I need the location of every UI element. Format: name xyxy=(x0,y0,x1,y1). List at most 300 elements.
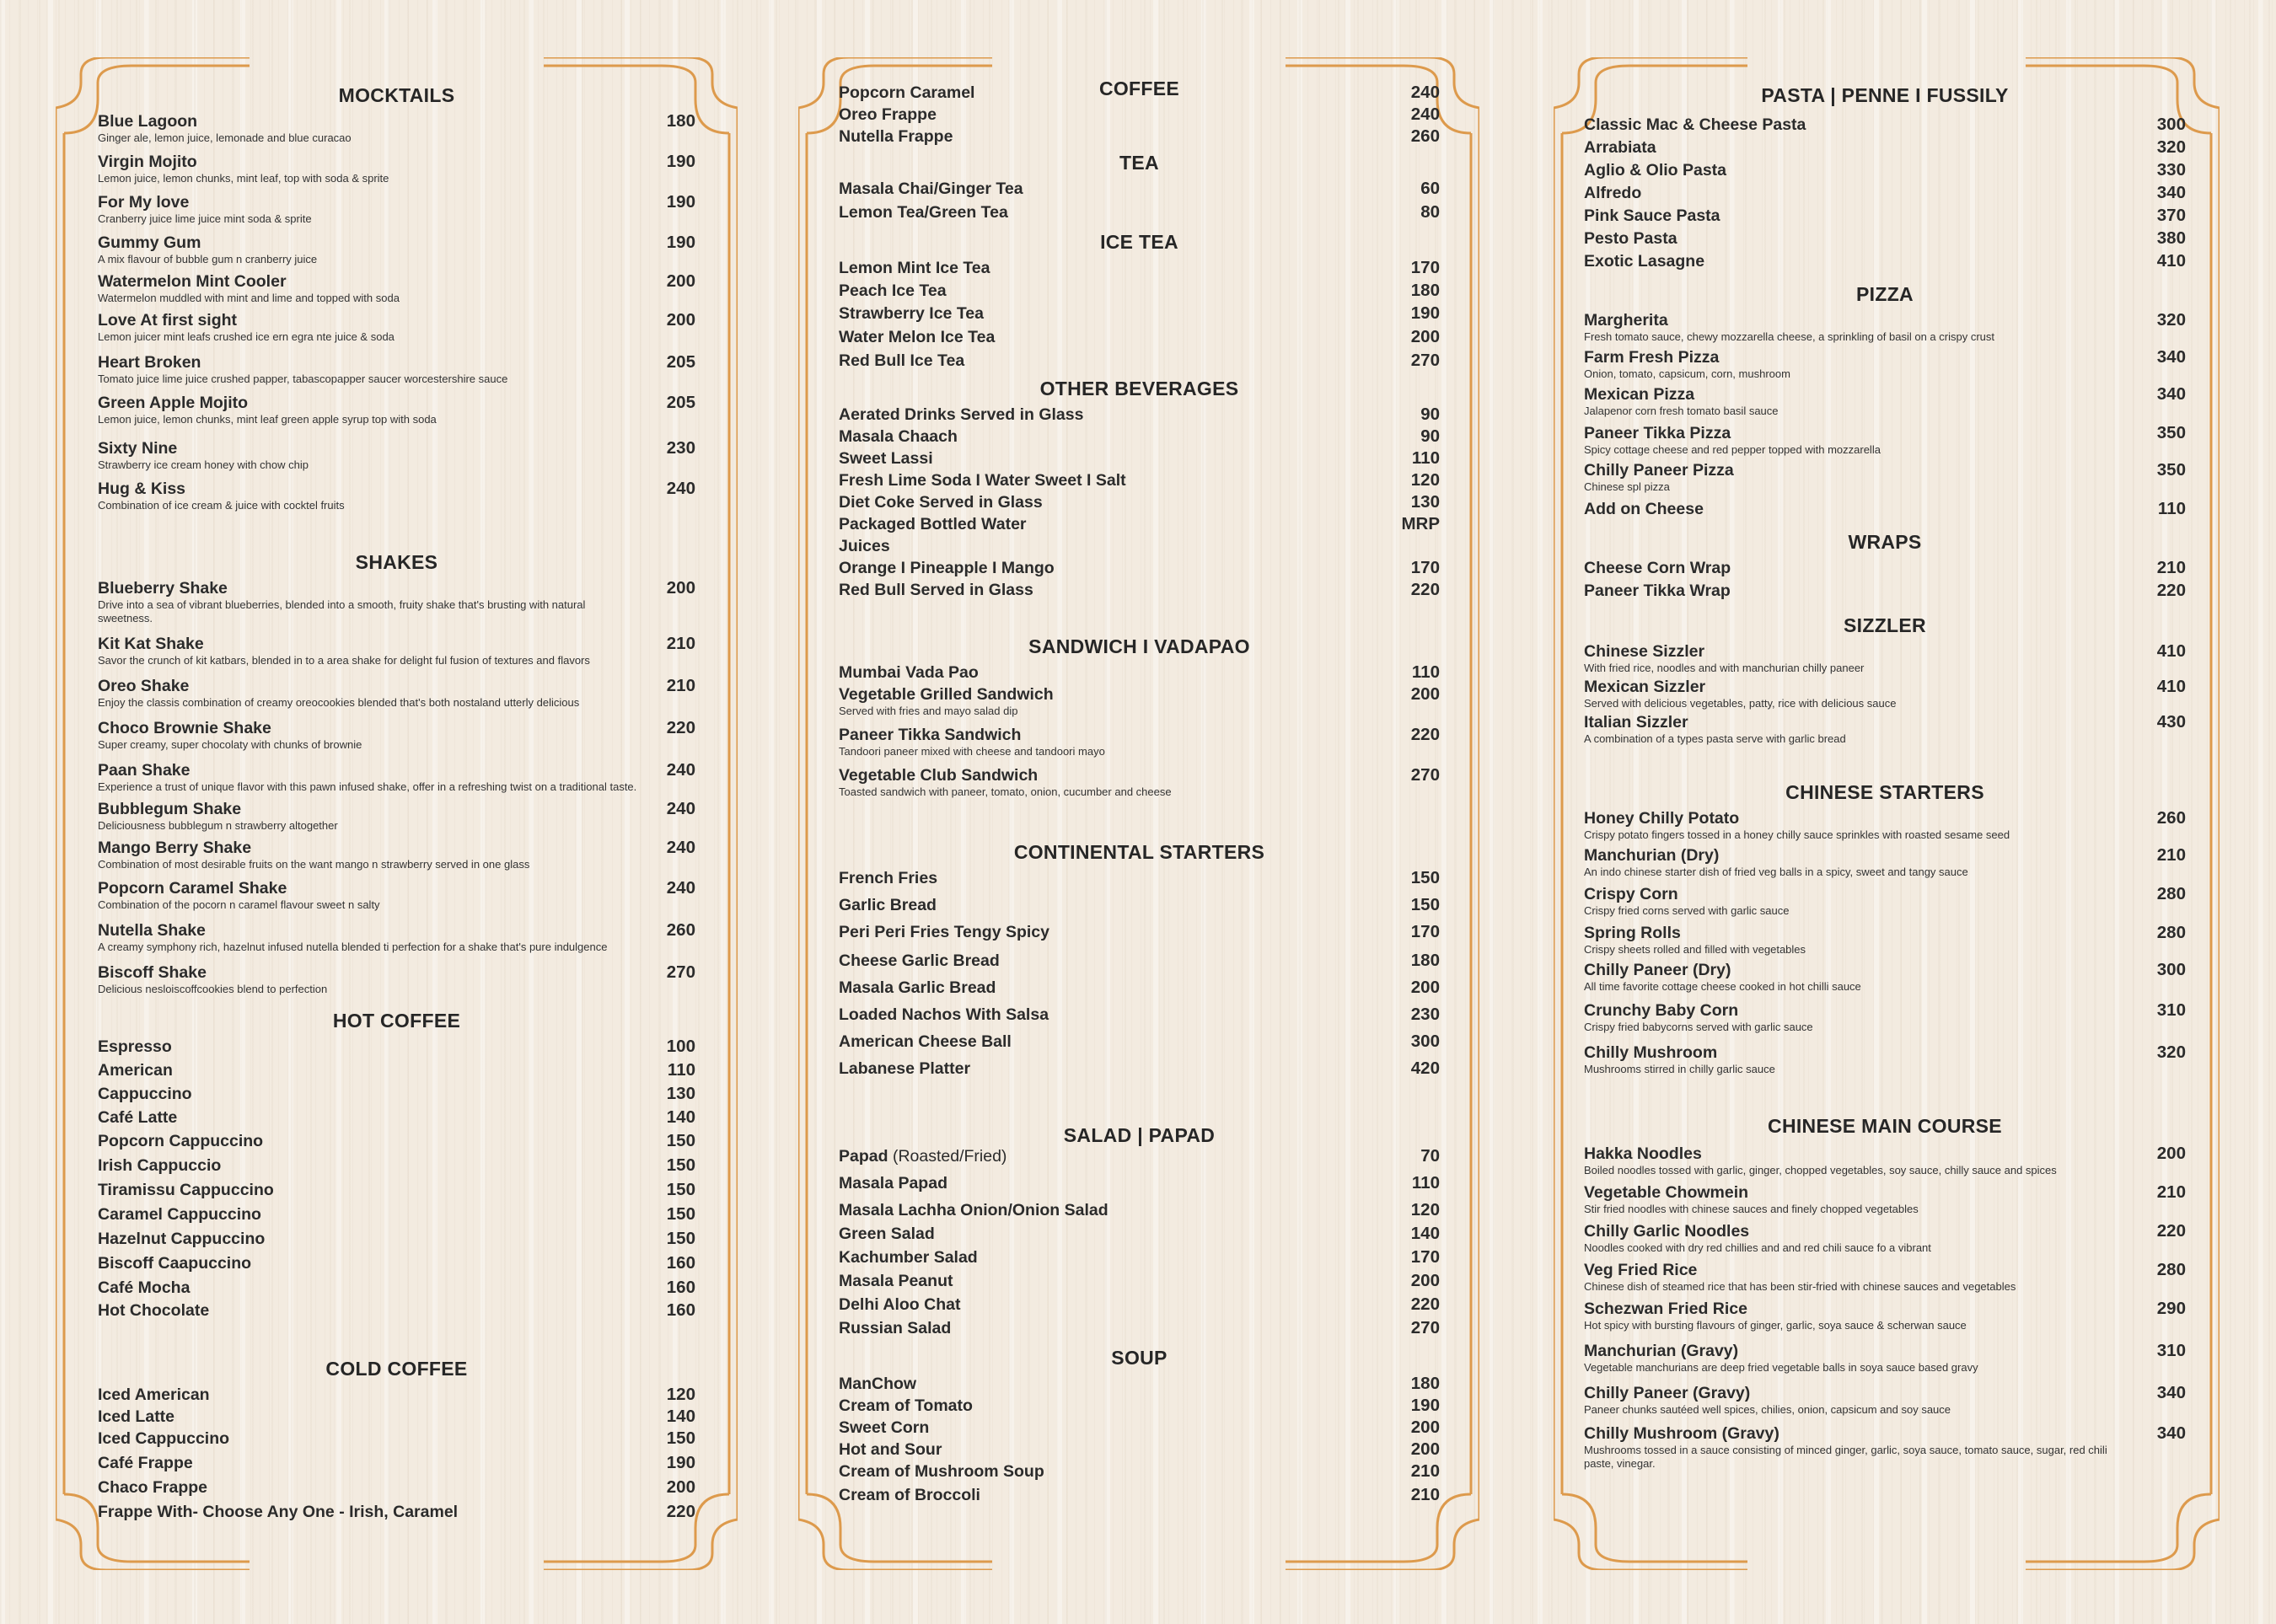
menu-item-name xyxy=(839,1224,1389,1244)
menu-item-name-text: Juices xyxy=(839,537,890,555)
menu-item-price: 260 xyxy=(2156,808,2186,828)
menu-item-name-text: Kachumber Salad xyxy=(839,1248,978,1267)
menu-item-description: Chinese dish of steamed rice that has been stir-fried with chinese sauces and vegetables xyxy=(1584,1280,2016,1293)
menu-item-name-text: Green Apple Mojito xyxy=(98,394,249,412)
menu-item-description: Drive into a sea of vibrant blueberries, blended into a smooth, fruity shake that's brusting with natural sweetness. xyxy=(98,598,586,624)
section-sizzler xyxy=(1584,613,2186,746)
menu-item-price: 340 xyxy=(2156,183,2186,202)
menu-item-info xyxy=(839,1294,1389,1315)
section-salad-papad xyxy=(839,1123,1440,1338)
menu-item-info xyxy=(839,303,1389,324)
menu-item-name xyxy=(98,760,645,780)
menu-item-info xyxy=(839,202,1389,222)
menu-item-price: 190 xyxy=(666,233,695,252)
menu-item-info xyxy=(98,1131,645,1151)
menu-item-price: 190 xyxy=(666,1453,695,1472)
menu-item-description: Deliciousness bubblegum n strawberry altogether xyxy=(98,819,338,832)
menu-item-price: 110 xyxy=(1411,1173,1440,1193)
menu-item xyxy=(839,1032,1440,1052)
menu-item-price: 230 xyxy=(1410,1005,1440,1024)
menu-item-price: 210 xyxy=(666,634,695,653)
menu-item-price: 340 xyxy=(2156,1423,2186,1443)
menu-item xyxy=(98,152,695,185)
menu-item-price: 120 xyxy=(1410,1200,1440,1219)
section-title: CHINESE STARTERS xyxy=(1785,781,1984,803)
menu-item xyxy=(1584,1383,2186,1417)
menu-item xyxy=(839,1200,1440,1220)
menu-item-price: 150 xyxy=(666,1428,695,1448)
menu-item xyxy=(98,1060,695,1080)
menu-item-info xyxy=(1584,581,2135,601)
menu-item-name-text: Blueberry Shake xyxy=(98,579,228,598)
menu-item-name xyxy=(839,725,1389,745)
menu-item-name xyxy=(839,1461,1389,1482)
menu-item xyxy=(1584,183,2186,203)
menu-item xyxy=(98,438,695,472)
menu-item-description: Fresh tomato sauce, chewy mozzarella cheese, a sprinkling of basil on a crispy crust xyxy=(1584,330,1994,343)
menu-item-price: 150 xyxy=(666,1131,695,1150)
menu-item-name-text: Honey Chilly Potato xyxy=(1584,809,1740,828)
menu-item xyxy=(98,1453,695,1473)
section-title: TEA xyxy=(1119,152,1159,174)
menu-item-name-text: Mumbai Vada Pao xyxy=(839,663,979,682)
menu-item xyxy=(98,1407,695,1427)
section-title: WRAPS xyxy=(1848,531,1922,553)
menu-item-price: 160 xyxy=(666,1300,695,1320)
menu-item-price: 270 xyxy=(1410,351,1440,370)
menu-item-description: Crispy fried corns served with garlic sauce xyxy=(1584,904,1790,917)
menu-item-info xyxy=(1584,1383,2135,1417)
menu-item-price: 70 xyxy=(1420,1146,1440,1166)
menu-item xyxy=(839,536,1440,556)
menu-item-name xyxy=(98,962,645,983)
menu-item xyxy=(98,271,695,305)
menu-item-info xyxy=(98,1428,645,1449)
menu-item-name-text: Popcorn Cappuccino xyxy=(98,1132,264,1150)
menu-item-name-text: Masala Papad xyxy=(839,1174,947,1193)
menu-item xyxy=(1584,845,2186,879)
menu-item-name xyxy=(839,470,1389,490)
menu-item xyxy=(1584,1144,2186,1177)
section-title: SANDWICH I VADAPAO xyxy=(1028,635,1250,657)
menu-item-name-text: Veg Fried Rice xyxy=(1584,1261,1698,1279)
menu-item xyxy=(98,1107,695,1128)
section-sandwich-i-vadapao xyxy=(839,634,1440,799)
section-shakes xyxy=(98,549,695,996)
menu-item-price: 200 xyxy=(1410,684,1440,704)
menu-item-description: Combination of ice cream & juice with cocktel fruits xyxy=(98,499,345,512)
menu-item-name-text: Hot Chocolate xyxy=(98,1301,210,1320)
menu-item-name xyxy=(98,920,645,941)
menu-item-info xyxy=(839,1461,1389,1482)
menu-item-price: 200 xyxy=(2156,1144,2186,1163)
menu-item-price: 340 xyxy=(2156,347,2186,367)
menu-item-info xyxy=(98,1253,645,1273)
menu-item-name xyxy=(98,878,645,898)
menu-item xyxy=(839,1271,1440,1291)
menu-item-price: 150 xyxy=(1410,868,1440,887)
menu-item-name-text: Paneer Tikka Wrap xyxy=(1584,582,1731,600)
menu-item-description: Boiled noodles tossed with garlic, ginger, chopped vegetables, soy sauce, chilly sauce and spices xyxy=(1584,1164,2057,1176)
menu-item-name xyxy=(839,126,1389,147)
menu-item-description: Served with fries and mayo salad dip xyxy=(839,705,1018,717)
section-title: SOUP xyxy=(1111,1347,1168,1369)
menu-item-name-text: Crunchy Baby Corn xyxy=(1584,1001,1739,1020)
menu-item-info xyxy=(1584,923,2135,957)
menu-item-price: 110 xyxy=(1411,662,1440,682)
menu-item-name-text: Garlic Bread xyxy=(839,896,937,914)
menu-item-price: 200 xyxy=(1410,1439,1440,1459)
menu-item-name-text: ManChow xyxy=(839,1375,917,1393)
menu-item-info xyxy=(98,1300,645,1321)
menu-item-name-text: Chilly Mushroom (Gravy) xyxy=(1584,1424,1779,1443)
menu-item-name-text: Aerated Drinks Served in Glass xyxy=(839,405,1084,424)
menu-item-name xyxy=(1584,460,2135,480)
menu-item-name-text: Oreo Frappe xyxy=(839,105,937,124)
menu-item-description: With fried rice, noodles and with manchurian chilly paneer xyxy=(1584,662,1865,674)
menu-item-info xyxy=(1584,845,2135,879)
menu-item-price: 220 xyxy=(2156,1221,2186,1241)
menu-item-name-text: Lemon Tea/Green Tea xyxy=(839,203,1008,222)
menu-item-info xyxy=(839,83,1389,103)
menu-item-name-text: Masala Peanut xyxy=(839,1272,953,1290)
menu-item xyxy=(98,1278,695,1298)
section-mocktails xyxy=(98,83,695,512)
menu-item-name xyxy=(839,1173,1389,1193)
menu-item-description: Strawberry ice cream honey with chow chip xyxy=(98,458,309,471)
menu-item-info xyxy=(1584,558,2135,578)
menu-item xyxy=(1584,310,2186,344)
menu-item-info xyxy=(839,1439,1389,1460)
section-title: CONTINENTAL STARTERS xyxy=(1013,841,1265,863)
menu-item-price: 120 xyxy=(1410,470,1440,490)
menu-item-name-text: Loaded Nachos With Salsa xyxy=(839,1005,1049,1024)
menu-item-info xyxy=(98,676,645,710)
menu-item-name xyxy=(98,1477,645,1498)
menu-item-price: 210 xyxy=(1410,1461,1440,1481)
menu-item-price: 220 xyxy=(1410,725,1440,744)
section-coffee xyxy=(839,76,1440,147)
menu-item xyxy=(98,760,695,794)
menu-item-info xyxy=(839,1200,1389,1220)
menu-item-name xyxy=(98,1253,645,1273)
menu-item-price: 320 xyxy=(2156,310,2186,330)
menu-item-description: Stir fried noodles with chinese sauces and finely chopped vegetables xyxy=(1584,1203,1919,1215)
menu-item-price: 170 xyxy=(1410,558,1440,577)
menu-item xyxy=(839,303,1440,324)
menu-item-info xyxy=(98,634,645,667)
menu-item xyxy=(98,962,695,996)
menu-item-name-text: American Cheese Ball xyxy=(839,1032,1012,1051)
menu-item-name xyxy=(1584,808,2135,828)
menu-item-description: Lemon juicer mint leafs crushed ice ern egra nte juice & soda xyxy=(98,330,395,343)
menu-item-name xyxy=(98,718,645,738)
menu-item-info xyxy=(839,580,1389,600)
menu-item-description: Tomato juice lime juice crushed papper, tabascopapper saucer worcestershire sauce xyxy=(98,373,508,385)
menu-item-info xyxy=(98,1204,645,1225)
menu-item-name-text: Exotic Lasagne xyxy=(1584,252,1705,271)
menu-item-name xyxy=(98,438,645,458)
menu-item-price: 170 xyxy=(1410,1247,1440,1267)
section-title: HOT COFFEE xyxy=(332,1010,461,1032)
menu-item-name-text: American xyxy=(98,1061,173,1080)
menu-item-description: Ginger ale, lemon juice, lemonade and blue curacao xyxy=(98,131,352,144)
menu-item-name xyxy=(1584,206,2135,226)
menu-item-info xyxy=(1584,1260,2135,1294)
menu-item xyxy=(839,1318,1440,1338)
menu-item-name-text: Chilly Paneer Pizza xyxy=(1584,461,1734,480)
menu-item-price: 420 xyxy=(1410,1059,1440,1078)
menu-item xyxy=(98,352,695,386)
menu-item-price: 350 xyxy=(2156,460,2186,480)
menu-item-info xyxy=(839,1247,1389,1268)
menu-item-price: 200 xyxy=(666,1477,695,1497)
menu-item-name-text: Diet Coke Served in Glass xyxy=(839,493,1043,512)
menu-item xyxy=(98,1385,695,1405)
menu-item xyxy=(98,479,695,512)
menu-item-price: 220 xyxy=(1410,580,1440,599)
menu-item-price: 150 xyxy=(666,1229,695,1248)
menu-item-price: 130 xyxy=(1410,492,1440,512)
menu-item-info xyxy=(1584,384,2135,418)
menu-item-name xyxy=(98,1502,645,1522)
menu-item-info xyxy=(98,1229,645,1249)
menu-item-info xyxy=(98,1502,645,1522)
menu-item-info xyxy=(839,258,1389,278)
menu-item-name-text: Vegetable Club Sandwich xyxy=(839,766,1039,785)
section-chinese-starters xyxy=(1584,780,2186,1076)
menu-item xyxy=(839,1146,1440,1166)
menu-item xyxy=(98,718,695,752)
menu-panel-middle xyxy=(798,57,1479,1570)
menu-item-name-text: Sweet Lassi xyxy=(839,449,933,468)
menu-item-name-text: Peri Peri Fries Tengy Spicy xyxy=(839,923,1049,941)
menu-item-name xyxy=(1584,960,2135,980)
menu-item-info xyxy=(839,1224,1389,1244)
menu-item-name-text: Iced American xyxy=(98,1385,210,1404)
section-title: MOCKTAILS xyxy=(338,84,455,106)
menu-item-name-text: Kit Kat Shake xyxy=(98,635,204,653)
menu-item-name xyxy=(839,351,1389,371)
menu-item-name xyxy=(98,1155,645,1176)
menu-item-price: 150 xyxy=(666,1180,695,1199)
menu-item-price: 320 xyxy=(2156,137,2186,157)
menu-item-price: 220 xyxy=(666,718,695,737)
menu-item-name xyxy=(98,634,645,654)
menu-item-name-text: Love At first sight xyxy=(98,311,238,330)
menu-item-name xyxy=(98,1300,645,1321)
menu-item-info xyxy=(839,978,1389,998)
menu-item-name xyxy=(1584,1221,2135,1241)
menu-item-info xyxy=(98,352,645,386)
menu-item-price: 230 xyxy=(666,438,695,458)
menu-item-name-text: Orange I Pineapple I Mango xyxy=(839,559,1055,577)
menu-item-name-text: Chilly Garlic Noodles xyxy=(1584,1222,1750,1241)
menu-item-info xyxy=(839,470,1389,490)
menu-item-info xyxy=(98,438,645,472)
menu-item-name xyxy=(98,1037,645,1057)
panel-content xyxy=(839,76,1440,1536)
menu-item-name xyxy=(1584,1260,2135,1280)
menu-item-price: 240 xyxy=(666,760,695,780)
menu-item-price: 205 xyxy=(666,352,695,372)
menu-item-name-text: Biscoff Caapuccino xyxy=(98,1254,252,1273)
menu-item-price: 90 xyxy=(1420,426,1440,446)
menu-item-name-text: Paneer Tikka Pizza xyxy=(1584,424,1731,442)
menu-item-name xyxy=(1584,845,2135,866)
menu-item-name xyxy=(1584,384,2135,405)
menu-item xyxy=(839,448,1440,469)
menu-item-name-text: Manchurian (Dry) xyxy=(1584,846,1720,865)
menu-item-name xyxy=(839,258,1389,278)
menu-item-info xyxy=(1584,641,2135,675)
menu-item-description: Crispy sheets rolled and filled with vegetables xyxy=(1584,943,1806,956)
menu-item-name-text: Water Melon Ice Tea xyxy=(839,328,996,346)
menu-item-description: Combination of most desirable fruits on the want mango n strawberry served in one glass xyxy=(98,858,530,871)
menu-item-name xyxy=(839,1318,1389,1338)
menu-item-description: A creamy symphony rich, hazelnut infused nutella blended ti perfection for a shake that's pure indulgence xyxy=(98,941,608,953)
menu-item-name-text: Paneer Tikka Sandwich xyxy=(839,726,1022,744)
menu-item-info xyxy=(839,1318,1389,1338)
section-continental-starters xyxy=(839,839,1440,1079)
menu-item xyxy=(98,1428,695,1449)
menu-item-name xyxy=(839,303,1389,324)
menu-item-price: 110 xyxy=(1411,448,1440,468)
menu-item-info xyxy=(98,393,645,426)
menu-item-name-text: Masala Chaach xyxy=(839,427,958,446)
menu-item-price: 170 xyxy=(1410,922,1440,941)
menu-item xyxy=(839,281,1440,301)
section-soup xyxy=(839,1345,1440,1505)
menu-item-name-text: Chinese Sizzler xyxy=(1584,642,1705,661)
menu-item-name-text: Tiramissu Cappuccino xyxy=(98,1181,274,1199)
menu-item-info xyxy=(839,327,1389,347)
menu-item xyxy=(1584,347,2186,381)
menu-item-description: Served with delicious vegetables, patty, rice with delicious sauce xyxy=(1584,697,1897,710)
menu-item-name-text: For My love xyxy=(98,193,190,212)
menu-item-name-text: Irish Cappuccio xyxy=(98,1156,222,1175)
menu-item-name xyxy=(1584,884,2135,904)
menu-item-name-text: Mexican Sizzler xyxy=(1584,678,1706,696)
menu-item xyxy=(839,1461,1440,1482)
menu-item-name-text: Mexican Pizza xyxy=(1584,385,1695,404)
menu-item-name-text: Popcorn Caramel Shake xyxy=(98,879,287,898)
menu-item-description: Lemon juice, lemon chunks, mint leaf, top with soda & sprite xyxy=(98,172,389,185)
menu-item-name xyxy=(839,1146,1389,1166)
menu-item-info xyxy=(1584,1144,2135,1177)
menu-item-price: 240 xyxy=(666,799,695,818)
menu-item-name-text: Choco Brownie Shake xyxy=(98,719,271,737)
menu-item-description: Crispy fried babycorns served with garlic sauce xyxy=(1584,1021,1813,1033)
menu-item-info xyxy=(98,1453,645,1473)
menu-item-name-text: Virgin Mojito xyxy=(98,153,197,171)
menu-item-info xyxy=(839,179,1389,199)
menu-item-name xyxy=(839,492,1389,512)
menu-item xyxy=(1584,808,2186,842)
menu-item-name-text: Iced Cappuccino xyxy=(98,1429,230,1448)
menu-item xyxy=(1584,115,2186,135)
menu-item-price: 200 xyxy=(666,271,695,291)
menu-item xyxy=(839,1396,1440,1416)
section-title: COFFEE xyxy=(1098,78,1180,99)
menu-item-name-text: Chaco Frappe xyxy=(98,1478,208,1497)
menu-item-info xyxy=(839,1374,1389,1394)
menu-item-name xyxy=(839,105,1389,125)
menu-item-name-text: Strawberry Ice Tea xyxy=(839,304,984,323)
menu-item-name xyxy=(839,1485,1389,1505)
menu-item-name xyxy=(98,271,645,292)
menu-item-name xyxy=(839,765,1389,785)
menu-item-name xyxy=(839,202,1389,222)
menu-item-price: 260 xyxy=(666,920,695,940)
menu-item-name xyxy=(1584,183,2135,203)
menu-item-name-text: Hot and Sour xyxy=(839,1440,942,1459)
menu-item-name-text: Add on Cheese xyxy=(1584,500,1704,518)
menu-item-description: Jalapenor corn fresh tomato basil sauce xyxy=(1584,405,1779,417)
menu-item-name xyxy=(839,1374,1389,1394)
menu-item-price: 350 xyxy=(2156,423,2186,442)
menu-item-name xyxy=(839,405,1389,425)
menu-item-description: Savor the crunch of kit katbars, blended in to a area shake for delight ful fusion of textures and flavors xyxy=(98,654,590,667)
menu-item-name xyxy=(98,1084,645,1104)
menu-item-info xyxy=(839,426,1389,447)
menu-item-price: 120 xyxy=(666,1385,695,1404)
menu-item-price: 410 xyxy=(2156,251,2186,271)
menu-item-name xyxy=(98,479,645,499)
menu-item-price: 100 xyxy=(666,1037,695,1056)
menu-item-price: 200 xyxy=(666,578,695,598)
menu-item-name xyxy=(98,1385,645,1405)
menu-item-price: 80 xyxy=(1420,202,1440,222)
menu-item-info xyxy=(1584,206,2135,226)
menu-item-price: 310 xyxy=(2156,1341,2186,1360)
menu-item xyxy=(839,327,1440,347)
menu-item-price: 190 xyxy=(666,152,695,171)
menu-item-price: 320 xyxy=(2156,1042,2186,1062)
menu-item-info xyxy=(1584,251,2135,271)
menu-item-info xyxy=(98,1385,645,1405)
section-title: SIZZLER xyxy=(1844,614,1926,636)
menu-item-name xyxy=(98,310,645,330)
menu-item-name-text: Hazelnut Cappuccino xyxy=(98,1230,266,1248)
menu-item-info xyxy=(1584,1042,2135,1076)
menu-item-name-text: Caramel Cappuccino xyxy=(98,1205,261,1224)
menu-item-name xyxy=(839,558,1389,578)
menu-item-name xyxy=(839,536,1389,556)
menu-item-name xyxy=(1584,1144,2135,1164)
menu-item-name xyxy=(98,1060,645,1080)
menu-item-description: Chinese spl pizza xyxy=(1584,480,1670,493)
menu-item-info xyxy=(98,1107,645,1128)
menu-item-info xyxy=(839,492,1389,512)
menu-item-price: 190 xyxy=(1410,303,1440,323)
menu-item-info xyxy=(1584,808,2135,842)
menu-item-price: 205 xyxy=(666,393,695,412)
menu-item-name xyxy=(98,578,645,598)
menu-item-description: Crispy potato fingers tossed in a honey chilly sauce sprinkles with roasted sesame seed xyxy=(1584,828,2010,841)
menu-item xyxy=(839,83,1440,103)
menu-item-info xyxy=(98,799,645,833)
menu-item-name-text: Nutella Shake xyxy=(98,921,206,940)
menu-item-name xyxy=(839,1418,1389,1438)
menu-item-name-text: Italian Sizzler xyxy=(1584,713,1688,732)
menu-item-name-text: Cream of Tomato xyxy=(839,1396,973,1415)
menu-item xyxy=(1584,641,2186,675)
menu-item-description: Mushrooms stirred in chilly garlic sauce xyxy=(1584,1063,1775,1075)
menu-item-price: 200 xyxy=(666,310,695,330)
menu-item-description: Spicy cottage cheese and red pepper topped with mozzarella xyxy=(1584,443,1881,456)
menu-item xyxy=(1584,1182,2186,1216)
